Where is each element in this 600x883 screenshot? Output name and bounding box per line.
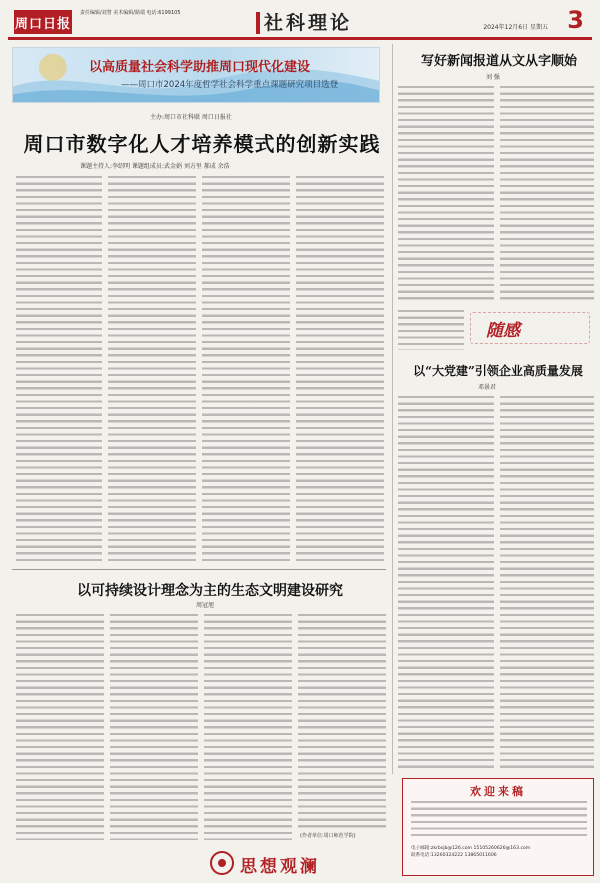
section-marker xyxy=(256,12,260,34)
right-article-column-2 xyxy=(500,86,594,304)
article-divider xyxy=(12,569,386,570)
middle-article-column-4 xyxy=(298,614,386,828)
issue-date: 2024年12月6日 星期五 xyxy=(483,24,548,31)
middle-article-column-1 xyxy=(16,614,104,840)
middle-article-unit: (作者单位:周口师范学院) xyxy=(300,833,356,839)
main-article-column-4 xyxy=(296,176,384,562)
main-article-column-1 xyxy=(16,176,102,562)
section-footer-logo: 思想观澜 xyxy=(240,857,320,877)
main-article-column-2 xyxy=(108,176,196,562)
contact-email: 电子邮箱:zkrbsjb@126.com 15105260626@163.com xyxy=(411,846,531,851)
submission-notice xyxy=(411,801,587,839)
second-right-column-2 xyxy=(500,396,594,770)
middle-article-author: 周冠旭 xyxy=(196,602,215,609)
editor-info: 责任编辑/刘慧 美术编辑/路瑞 电话:6199105 xyxy=(80,10,181,16)
second-right-headline: 以“大党建”引领企业高质量发展 xyxy=(413,364,583,378)
right-article-author: 刘 强 xyxy=(486,74,500,81)
middle-article-column-2 xyxy=(110,614,198,840)
submission-box xyxy=(402,778,594,876)
second-right-author: 邓景君 xyxy=(478,384,497,391)
main-article-column-3 xyxy=(202,176,290,562)
main-byline: 课题主持人:李绍明 课题组成员:武金娟 刘方里 郝成 余浩 xyxy=(80,163,230,170)
host-line: 主办:周口市社科联 周口日报社 xyxy=(150,114,232,121)
masthead xyxy=(8,6,592,40)
newspaper-logo: 周口日报 xyxy=(14,10,72,34)
right-article-column-1 xyxy=(398,86,494,304)
contact-phone: 联系电话:13260324222 13865011606 xyxy=(411,853,497,858)
banner-title: 以高质量社会科学助推周口现代化建设 xyxy=(89,60,311,75)
submission-title: 欢迎来稿 xyxy=(470,785,526,798)
column-divider xyxy=(392,44,393,774)
main-headline: 周口市数字化人才培养模式的创新实践 xyxy=(23,132,381,156)
middle-article-column-3 xyxy=(204,614,292,840)
submission-contact xyxy=(411,845,587,859)
right-article-headline: 写好新闻报道从文从字顺始 xyxy=(420,54,577,69)
middle-article-headline: 以可持续设计理念为主的生态文明建设研究 xyxy=(77,583,343,599)
banner-subtitle: ——周口市2024年度哲学社会科学重点课题研究项目选登 xyxy=(121,80,339,90)
page-number: 3 xyxy=(567,6,584,34)
essay-column-label: 随感 xyxy=(486,321,520,341)
right-article-tail xyxy=(398,310,464,350)
second-right-column-1 xyxy=(398,396,494,770)
section-title: 社科理论 xyxy=(264,12,353,34)
topic-banner xyxy=(12,47,380,103)
